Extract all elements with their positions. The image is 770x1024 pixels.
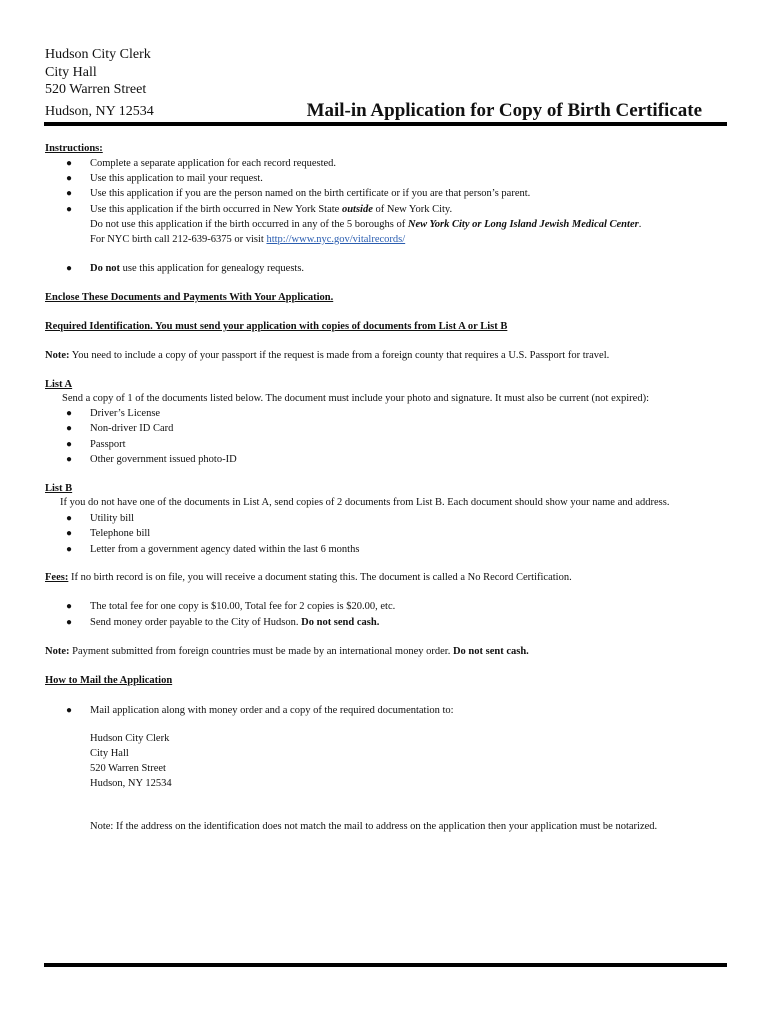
list-item [90, 616, 379, 629]
emphasis-text: New York City or Long Island Jewish Medical Center [407, 219, 639, 230]
mail-heading: How to Mail the Application [45, 675, 173, 686]
list-item: The total fee for one copy is $10.00, Total fee for 2 copies is $20.00, etc. [90, 601, 396, 612]
bullet-icon: ● [66, 617, 73, 628]
vitalrecords-link[interactable]: http://www.nyc.gov/vitalrecords/ [266, 234, 406, 245]
list-item [90, 203, 452, 216]
bullet-icon: ● [66, 188, 73, 199]
emphasis-text: Do not sent cash. [452, 646, 529, 657]
note-text: You need to include a copy of your passport if the request is made from a foreign county that requires a U.S. Passport for travel. [69, 350, 610, 361]
note-label: Note: [45, 646, 70, 657]
list-item: Passport [90, 439, 126, 450]
required-id-heading: Required Identification. You must send your application with copies of documents from List A or List B [45, 321, 508, 332]
emphasis-text: outside [341, 204, 373, 215]
mail-address-line: Hudson City Clerk [90, 733, 170, 744]
list-item: Letter from a government agency dated within the last 6 months [90, 544, 360, 555]
nyc-contact [90, 233, 405, 246]
list-item: Utility bill [90, 513, 135, 524]
list-a-heading: List A [45, 379, 73, 390]
header-address [45, 46, 154, 120]
bullet-icon: ● [66, 513, 73, 524]
nyc-note-text: Do not use this application if the birth occurred in any of the 5 boroughs of [90, 219, 408, 230]
bullet-icon: ● [66, 439, 73, 450]
bullet-icon: ● [66, 263, 73, 274]
fees-text: If no birth record is on file, you will receive a document stating this. The document is called a No Record Certification. [68, 572, 572, 583]
mail-address-line: Hudson, NY 12534 [90, 778, 172, 789]
bullet-icon: ● [66, 423, 73, 434]
nyc-note-text: . [638, 219, 642, 230]
fees-label: Fees: [45, 572, 69, 583]
bullet-icon: ● [66, 454, 73, 465]
payment-note [45, 645, 529, 658]
bullet-icon: ● [66, 158, 73, 169]
list-item-text: of New York City. [372, 204, 453, 215]
notarize-note: Note: If the address on the identification does not match the mail to address on the application then your application must be notarized. [90, 821, 658, 832]
list-item: Use this application to mail your request. [90, 173, 263, 184]
list-item: Use this application if you are the person named on the birth certificate or if you are that person’s parent. [90, 188, 531, 199]
nyc-contact-text: For NYC birth call 212-639-6375 or visit [90, 234, 267, 245]
list-b-intro: If you do not have one of the documents in List A, send copies of 2 documents from List B. Each document should show your name and address. [60, 497, 670, 508]
emphasis-text: Do not send cash. [301, 617, 380, 628]
passport-note [45, 349, 609, 362]
mail-address-line: City Hall [90, 748, 129, 759]
list-b-heading: List B [45, 483, 73, 494]
enclose-heading: Enclose These Documents and Payments With Your Application. [45, 292, 334, 303]
list-item: Complete a separate application for each record requested. [90, 158, 337, 169]
list-item [90, 262, 304, 275]
list-item: Driver’s License [90, 408, 161, 419]
bullet-icon: ● [66, 705, 73, 716]
page-title: Mail-in Application for Copy of Birth Certificate [306, 100, 702, 121]
bullet-icon: ● [66, 601, 73, 612]
bullet-icon: ● [66, 173, 73, 184]
list-item-text: use this application for genealogy requests. [120, 263, 305, 274]
header-divider [44, 122, 727, 126]
list-item: Other government issued photo-ID [90, 454, 237, 465]
list-item: Mail application along with money order and a copy of the required documentation to: [90, 705, 454, 716]
bullet-icon: ● [66, 544, 73, 555]
header-address-line: Hudson City Clerk [45, 47, 151, 62]
list-item-text: Use this application if the birth occurred in New York State [90, 204, 342, 215]
bullet-icon: ● [66, 528, 73, 539]
note-text: Payment submitted from foreign countries must be made by an international money order. [69, 646, 453, 657]
header-address-line: 520 Warren Street [45, 82, 147, 97]
nyc-note [90, 218, 641, 231]
list-item-text: Send money order payable to the City of Hudson. [90, 617, 302, 628]
instructions-heading: Instructions: [45, 143, 103, 154]
header-address-line: Hudson, NY 12534 [45, 103, 154, 119]
footer-divider [44, 963, 727, 967]
list-a-intro: Send a copy of 1 of the documents listed below. The document must include your photo and signature. It must also be current (not expired): [62, 393, 649, 404]
list-item: Non-driver ID Card [90, 423, 174, 434]
emphasis-text: Do not [90, 263, 121, 274]
bullet-icon: ● [66, 408, 73, 419]
note-label: Note: [45, 350, 70, 361]
list-item: Telephone bill [90, 528, 151, 539]
bullet-icon: ● [66, 204, 73, 215]
fees-intro [45, 571, 572, 584]
header-address-line: City Hall [45, 64, 97, 80]
mail-address-line: 520 Warren Street [90, 763, 166, 774]
